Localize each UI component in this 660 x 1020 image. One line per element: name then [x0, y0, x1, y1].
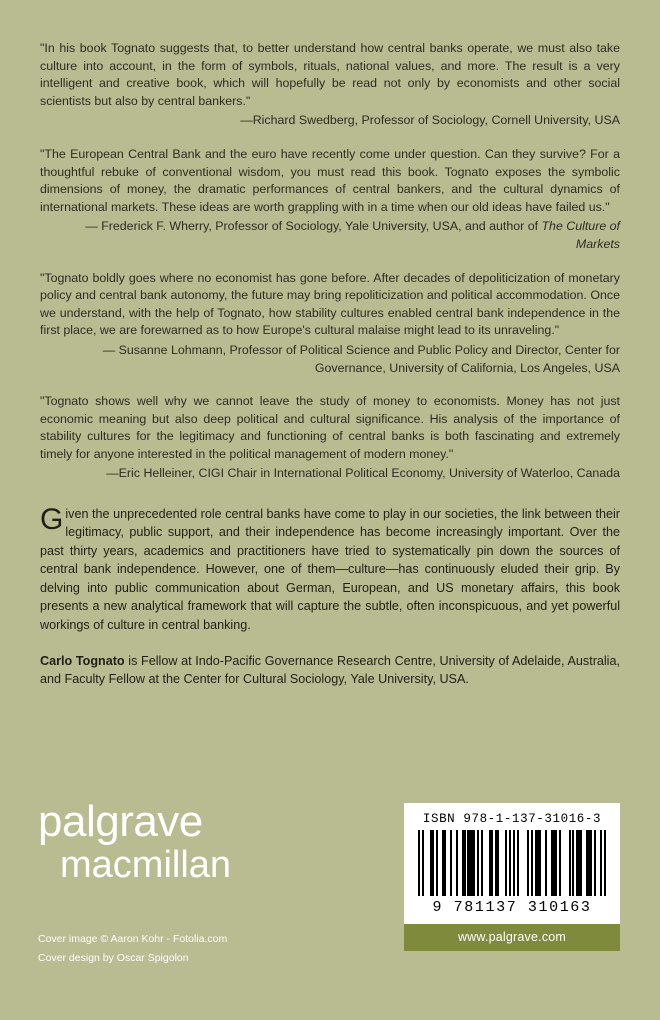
cover-image-credit: Cover image © Aaron Kohr - Fotolia.com: [38, 933, 228, 945]
endorsement-1-attribution: [40, 112, 620, 130]
endorsement-3: [40, 270, 620, 378]
endorsement-2: [40, 146, 620, 254]
author-bio: [40, 652, 620, 689]
description-text: iven the unprecedented role central banks have come to play in our societies, the link between their legitimacy, public support, and their independence has become increasingly important. Over the past thirty years, academics and practitioners have tried to systematically pin down the sources of central bank independence. However, one of them—culture—has continuously eluded their grip. By delving into public communication about German, European, and US monetary affairs, this book presents a new analytical framework that will capture the subtle, often inconspicuous, and yet powerful workings of culture in central banking.: [40, 507, 620, 632]
endorsement-4-quote: "Tognato shows well why we cannot leave the study of money to economists. Money has not just economic meaning but also deep political and cultural significance. His analysis of the importance of stability cultures for the legitimacy and functioning of central banks is both fascinating and extremely timely for anyone interested in the political management of modern money.": [40, 394, 620, 461]
endorsement-2-attribution-title: The Culture of Markets: [541, 219, 620, 251]
endorsement-3-attribution-text: — Susanne Lohmann, Professor of Political Science and Public Policy and Director, Center for Governance, University of California, Los Angeles, USA: [102, 342, 620, 375]
endorsement-3-attribution: [40, 342, 620, 377]
barcode-digits: 9 781137 310163: [432, 899, 592, 916]
author-name: Carlo Tognato: [40, 653, 125, 668]
endorsement-3-quote: "Tognato boldly goes where no economist has gone before. After decades of depoliticization of monetary policy and central bank autonomy, the future may bring repoliticization and political accommodation. Once we understand, with the help of Tognato, how stability cultures enabled central bank independence in the first place, we are forewarned as to how Europe's cultural malaise might lead to its unraveling.": [40, 270, 620, 338]
endorsement-1-quote: "In his book Tognato suggests that, to better understand how central banks operate, we must also take culture into account, in the form of symbols, rituals, national values, and more. The result is a very intelligent and creative book, which will hopefully be read not only by economists and other social scientists but also by central bankers.": [40, 41, 620, 108]
endorsement-2-attribution: [40, 218, 620, 253]
isbn-label: ISBN 978-1-137-31016-3: [422, 812, 602, 826]
endorsement-4: [40, 393, 620, 483]
publisher-url[interactable]: www.palgrave.com: [404, 924, 620, 951]
endorsement-4-attribution-text: —Eric Helleiner, CIGI Chair in International Political Economy, University of Waterloo, Canada: [106, 466, 620, 481]
barcode-image: [418, 830, 606, 896]
endorsement-4-attribution: [40, 465, 620, 483]
cover-credits: [38, 930, 227, 968]
endorsement-2-attribution-text: — Frederick F. Wherry, Professor of Sociology, Yale University, USA, and author of: [85, 219, 542, 234]
author-bio-text: is Fellow at Indo-Pacific Governance Research Centre, University of Adelaide, Australia, and Faculty Fellow at the Center for Cultural Sociology, Yale University, USA.: [40, 653, 620, 687]
book-description: [40, 505, 620, 634]
publisher-name-palgrave: palgrave: [38, 797, 203, 846]
description-dropcap: G: [40, 503, 64, 537]
publisher-name-macmillan: macmillan: [60, 844, 232, 886]
endorsement-2-quote: "The European Central Bank and the euro have recently come under question. Can they survive? For a thoughtful rebuke of conventional wisdom, you must read this book. Tognato exposes the symbolic dimensions of money, the dramatic performances of central bankers, and the cultural dynamics of international markets. These ideas are worth grappling with in a time when our old ideas have failed us.": [40, 146, 620, 214]
cover-design-credit: Cover design by Oscar Spigolon: [38, 952, 189, 964]
endorsement-1: [40, 40, 620, 130]
endorsement-1-attribution-text: —Richard Swedberg, Professor of Sociology, Cornell University, USA: [240, 113, 620, 128]
isbn-barcode-block: [404, 803, 620, 951]
publisher-logo: [38, 797, 232, 886]
